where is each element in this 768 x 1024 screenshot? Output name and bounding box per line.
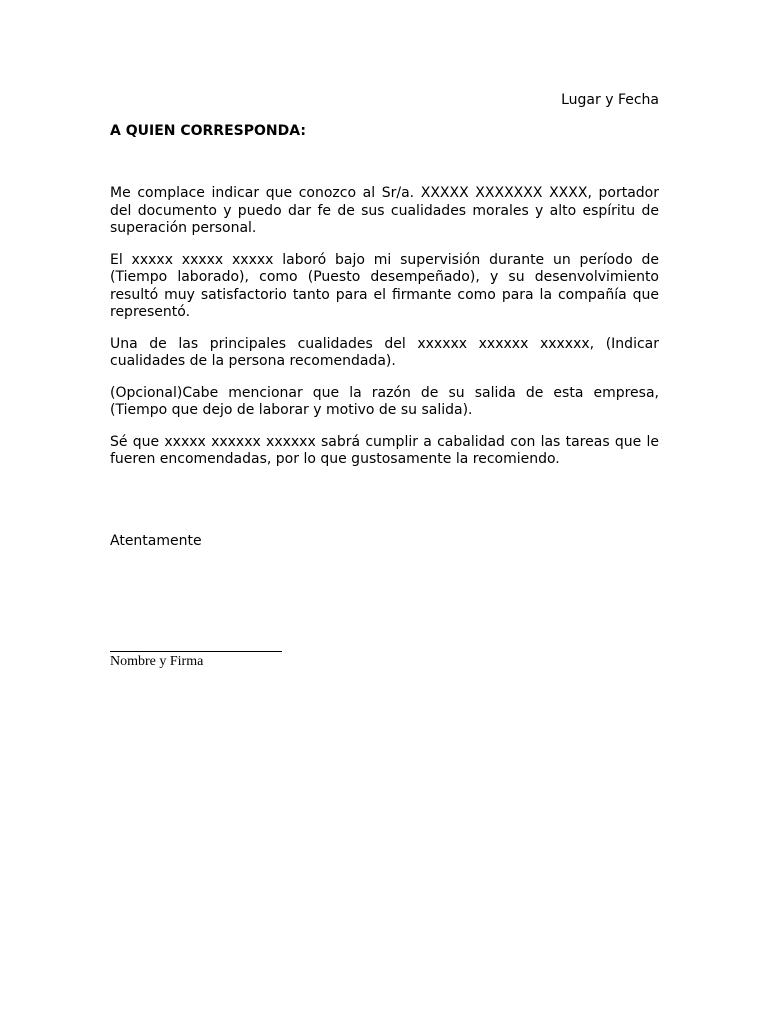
paragraph-5 [110, 434, 659, 469]
paragraph-3-text-b: , (Indicar cualidades de la persona recomendada). [110, 335, 659, 369]
paragraph-5-text-a: Sé que [110, 433, 165, 450]
placeholder-name: XXXXX XXXXXXX XXXX [420, 185, 588, 201]
place-date: Lugar y Fecha [561, 92, 659, 108]
paragraph-1 [110, 185, 659, 238]
placeholder-name: xxxxxx xxxxxx xxxxxx [417, 335, 590, 352]
placeholder-name: xxxxx xxxxx xxxxx [131, 251, 274, 268]
salutation: A QUIEN CORRESPONDA: [110, 123, 306, 139]
paragraph-2 [110, 252, 659, 322]
paragraph-2-text-a: El [110, 251, 132, 268]
signature-label: Nombre y Firma [110, 654, 204, 669]
paragraph-2-text-b: laboró bajo mi supervisión durante un período de (Tiempo laborado), como (Puesto desempeñado), y su desenvolvimiento resultó muy satisfactorio tanto para el firmante como para la compañía que representó. [110, 251, 660, 320]
signature-line [110, 651, 282, 652]
paragraph-3 [110, 336, 659, 371]
paragraph-5-text-b: sabrá cumplir a cabalidad con las tareas que le fueren encomendadas, por lo que gustosamente la recomiendo. [110, 433, 659, 467]
letter-body [110, 185, 659, 483]
paragraph-1-text-a: Me complace indicar que conozco al Sr/a. [110, 185, 421, 201]
closing: Atentamente [110, 533, 202, 549]
paragraph-3-text-a: Una de las principales cualidades del [110, 335, 418, 352]
paragraph-4: (Opcional)Cabe mencionar que la razón de su salida de esta empresa, (Tiempo que dejo de laborar y motivo de su salida). [110, 384, 659, 418]
placeholder-name: xxxxx xxxxxx xxxxxx [164, 433, 316, 450]
paragraph-1-text-b: , portador del documento y puedo dar fe de sus cualidades morales y alto espíritu de superación personal. [110, 185, 659, 236]
